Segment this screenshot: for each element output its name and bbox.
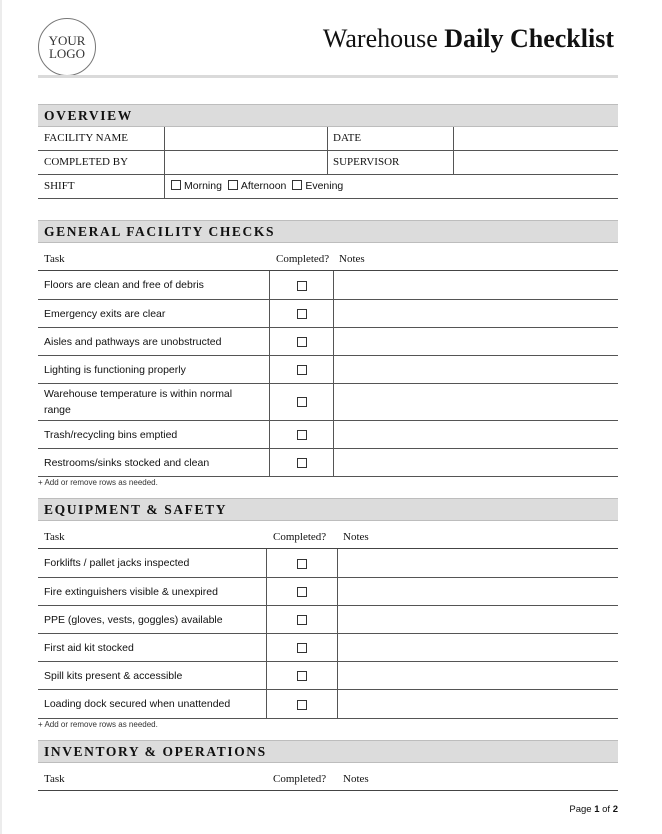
task-label: Warehouse temperature is within normal range — [44, 388, 233, 416]
completed-checkbox[interactable] — [297, 587, 307, 597]
logo-line-2: LOGO — [48, 46, 86, 61]
title-regular: Warehouse — [322, 24, 445, 53]
logo-placeholder — [38, 18, 96, 76]
task-label: Fire extinguishers visible & unexpired — [44, 585, 218, 598]
completed-checkbox[interactable] — [297, 615, 307, 625]
page-edge — [0, 0, 2, 834]
completed-checkbox[interactable] — [297, 309, 307, 319]
table-row — [38, 634, 618, 662]
col-notes: Notes — [343, 531, 369, 543]
task-label: Floors are clean and free of debris — [44, 279, 204, 291]
completed-checkbox[interactable] — [297, 559, 307, 569]
table-row — [38, 421, 618, 449]
checkbox-icon[interactable] — [171, 180, 181, 190]
task-label: Emergency exits are clear — [44, 307, 166, 320]
title-bold: Daily Checklist — [444, 24, 614, 53]
inventory-operations-heading: INVENTORY & OPERATIONS — [38, 740, 618, 763]
shift-options — [165, 175, 565, 198]
date-field[interactable] — [454, 127, 618, 150]
col-task: Task — [44, 773, 65, 785]
equipment-column-header — [38, 525, 618, 549]
table-row — [38, 271, 618, 300]
col-completed: Completed? — [273, 773, 327, 785]
col-completed: Completed? — [273, 531, 327, 543]
task-label: Loading dock secured when unattended — [44, 698, 231, 710]
page-title — [323, 24, 614, 54]
task-label: Spill kits present & accessible — [44, 669, 183, 682]
page-number: Page 1 of 2 — [569, 804, 618, 815]
task-label: Trash/recycling bins emptied — [44, 428, 178, 441]
col-task: Task — [44, 531, 65, 543]
table-row — [38, 578, 618, 606]
table-row — [38, 549, 618, 578]
completed-checkbox[interactable] — [297, 643, 307, 653]
completed-checkbox[interactable] — [297, 671, 307, 681]
completed-checkbox[interactable] — [297, 397, 307, 407]
completed-checkbox[interactable] — [297, 430, 307, 440]
equipment-safety-heading: EQUIPMENT & SAFETY — [38, 498, 618, 521]
task-label: Lighting is functioning properly — [44, 363, 186, 376]
general-column-header — [38, 247, 618, 271]
col-notes: Notes — [339, 253, 365, 265]
table-row — [38, 356, 618, 384]
supervisor-field[interactable] — [454, 151, 618, 174]
col-task: Task — [44, 253, 65, 265]
task-label: Forklifts / pallet jacks inspected — [44, 557, 190, 569]
table-row — [38, 662, 618, 690]
shift-option-morning[interactable]: Morning — [171, 180, 222, 192]
table-row — [38, 328, 618, 356]
completed-by-field[interactable] — [165, 151, 327, 174]
task-label: First aid kit stocked — [44, 641, 134, 654]
add-rows-note: + Add or remove rows as needed. — [38, 720, 158, 729]
completed-checkbox[interactable] — [297, 458, 307, 468]
shift-option-afternoon[interactable]: Afternoon — [228, 180, 287, 192]
facility-name-label: FACILITY NAME — [44, 132, 129, 144]
completed-checkbox[interactable] — [297, 365, 307, 375]
add-rows-note: + Add or remove rows as needed. — [38, 478, 158, 487]
shift-label: SHIFT — [44, 180, 75, 192]
col-completed: Completed? — [276, 253, 330, 265]
table-row — [38, 449, 618, 477]
completed-checkbox[interactable] — [297, 337, 307, 347]
overview-row-completed — [38, 151, 618, 175]
completed-by-label: COMPLETED BY — [44, 156, 129, 168]
general-checks-heading: GENERAL FACILITY CHECKS — [38, 220, 618, 243]
overview-heading: OVERVIEW — [38, 104, 618, 127]
completed-checkbox[interactable] — [297, 281, 307, 291]
checkbox-icon[interactable] — [292, 180, 302, 190]
table-row — [38, 690, 618, 719]
supervisor-label: SUPERVISOR — [333, 156, 400, 168]
overview-row-shift — [38, 175, 618, 199]
table-row — [38, 384, 618, 421]
shift-option-evening[interactable]: Evening — [292, 180, 343, 192]
overview-row-facility — [38, 127, 618, 151]
task-label: Aisles and pathways are unobstructed — [44, 335, 222, 348]
task-label: Restrooms/sinks stocked and clean — [44, 456, 210, 469]
logo-line-1: YOUR — [48, 33, 86, 48]
task-label: PPE (gloves, vests, goggles) available — [44, 613, 223, 626]
table-row — [38, 300, 618, 328]
date-label: DATE — [333, 132, 362, 144]
completed-checkbox[interactable] — [297, 700, 307, 710]
col-notes: Notes — [343, 773, 369, 785]
title-divider — [38, 75, 618, 78]
table-row — [38, 606, 618, 634]
checkbox-icon[interactable] — [228, 180, 238, 190]
inventory-column-header — [38, 767, 618, 791]
